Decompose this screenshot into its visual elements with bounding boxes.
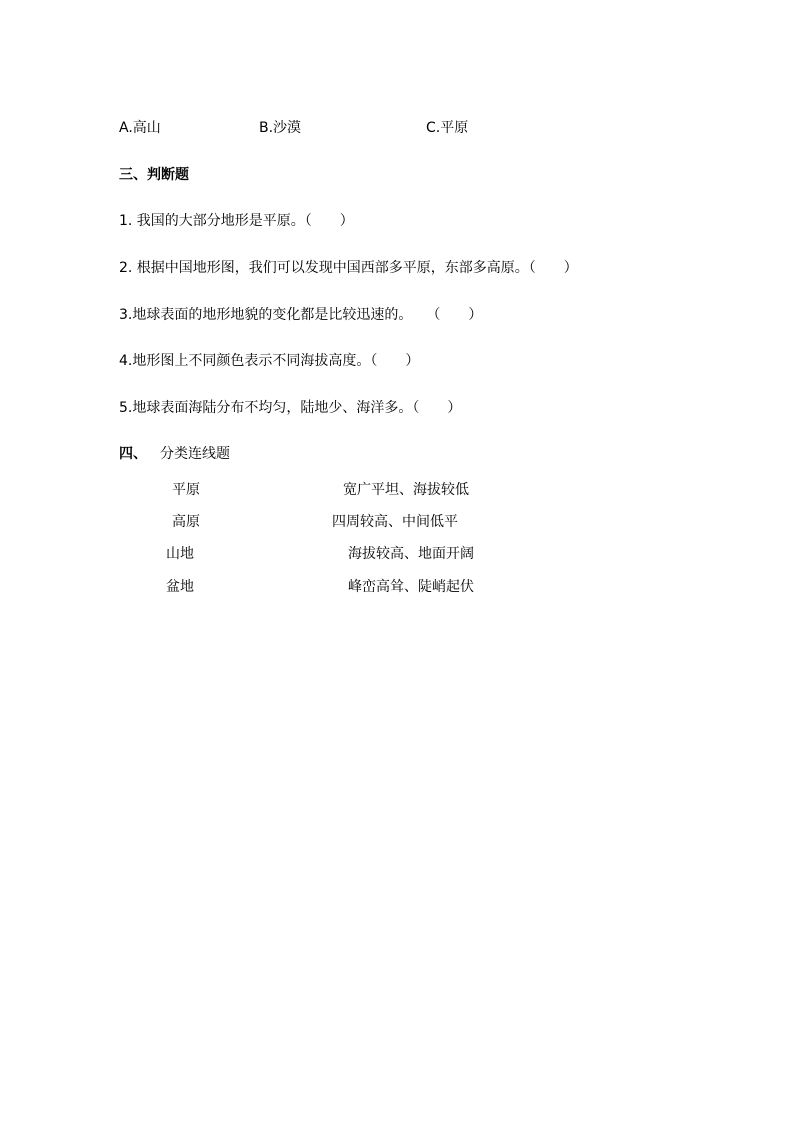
match-right-item: 四周较高、中间低平 (332, 514, 458, 530)
match-right-item: 海拔较高、地面开阔 (348, 546, 474, 562)
match-left-item: 山地 (166, 546, 194, 562)
judge-item-3: 3.地球表面的地形地貌的变化都是比较迅速的。 （ ） (119, 307, 483, 323)
option-b: B.沙漠 (259, 120, 302, 136)
option-a: A.高山 (119, 120, 161, 136)
judge-item-4: 4.地形图上不同颜色表示不同海拔高度。（ ） (119, 353, 420, 369)
match-left-item: 高原 (172, 514, 200, 530)
match-left-item: 盆地 (166, 579, 194, 595)
option-c: C.平原 (426, 120, 469, 136)
judge-item-1: 1. 我国的大部分地形是平原。（ ） (119, 213, 354, 229)
match-left-item: 平原 (172, 482, 200, 498)
section-4-heading-text: 分类连线题 (160, 446, 230, 462)
section-4-heading-number: 四、 (119, 446, 147, 462)
judge-item-5: 5.地球表面海陆分布不均匀，陆地少、海洋多。（ ） (119, 400, 462, 416)
judge-item-2: 2. 根据中国地形图，我们可以发现中国西部多平原，东部多高原。（ ） (119, 260, 578, 276)
match-right-item: 宽广平坦、海拔较低 (343, 482, 469, 498)
section-3-heading: 三、判断题 (119, 167, 189, 183)
match-right-item: 峰峦高耸、陡峭起伏 (348, 579, 474, 595)
